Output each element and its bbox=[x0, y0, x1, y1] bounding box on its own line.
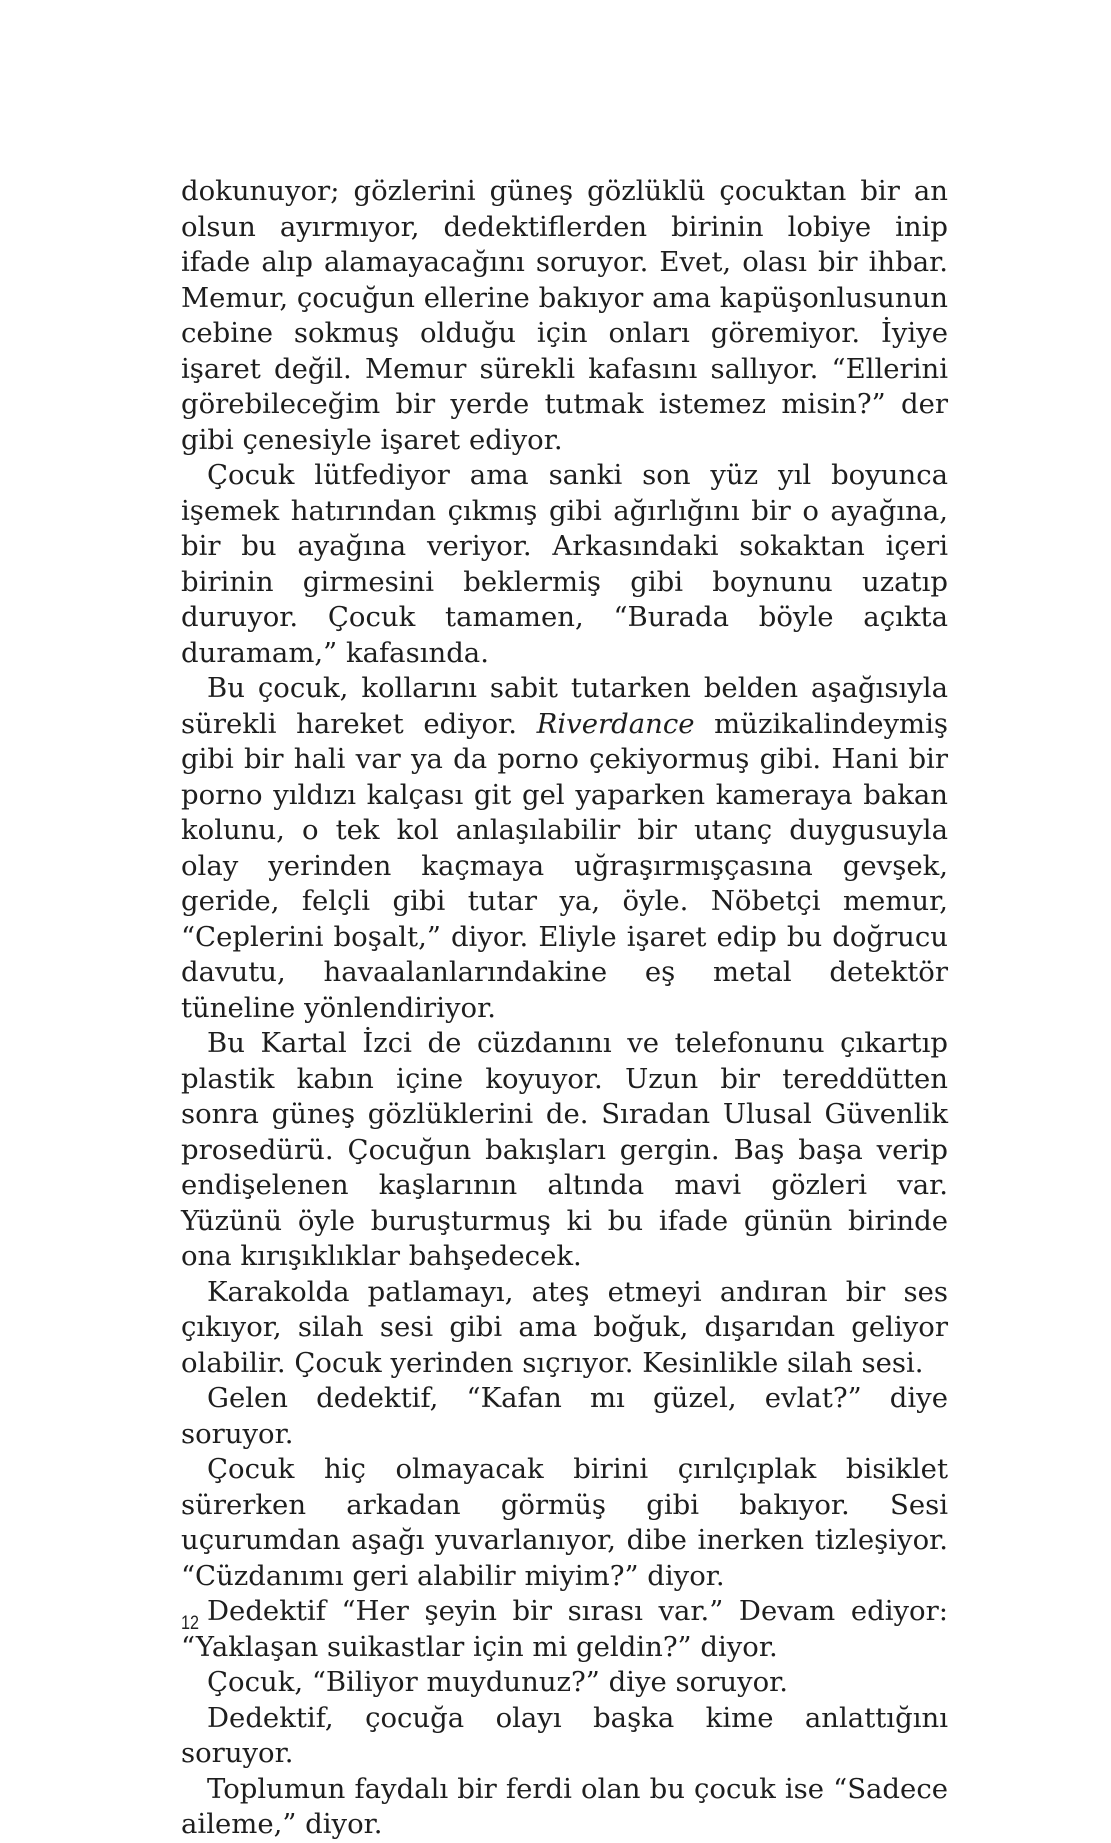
paragraph: Çocuk lütfediyor ama sanki son yüz yıl boyunca işemek hatırından çıkmış gibi ağırlığını bir o ayağına, bir bu ayağına veriyor. Arkasındaki sokaktan içeri birinin girmesini beklermiş gibi boynunu uzatıp duruyor. Çocuk tamamen, “Burada böyle açıkta duramam,” kafasında. bbox=[181, 459, 948, 669]
body-text bbox=[181, 174, 948, 1843]
italic-title: Riverdance bbox=[536, 707, 695, 740]
paragraph: Toplumun faydalı bir ferdi olan bu çocuk ise “Sadece aileme,” diyor. bbox=[181, 1772, 948, 1840]
page-number: 12 bbox=[181, 1613, 199, 1634]
paragraph: Karakolda patlamayı, ateş etmeyi andıran bir ses çıkıyor, silah sesi gibi ama boğuk, dışarıdan geliyor olabilir. Çocuk yerinden sıçrıyor. Kesinlikle silah sesi. bbox=[181, 1275, 948, 1379]
paragraph: Bu Kartal İzci de cüzdanını ve telefonunu çıkartıp plastik kabın içine koyuyor. Uzun bir tereddütten sonra güneş gözlüklerini de. Sıradan Ulusal Güvenlik prosedürü. Çocuğun bakışları gergin. Baş başa verip endişelenen kaşlarının altında mavi gözleri var. Yüzünü öyle buruşturmuş ki bu ifade günün birinde ona kırışıklıklar bahşedecek. bbox=[181, 1027, 948, 1272]
paragraph: dokunuyor; gözlerini güneş gözlüklü çocuktan bir an olsun ayırmıyor, dedektiflerden birinin lobiye inip ifade alıp alamayacağını soruyor. Evet, olası bir ihbar. Memur, çocuğun ellerine bakıyor ama kapüşonlusunun cebine sokmuş olduğu için onları göremiyor. İyiye işaret değil. Memur sürekli kafasını sallıyor. “Ellerini görebileceğim bir yerde tutmak istemez misin?” der gibi çenesiyle işaret ediyor. bbox=[181, 175, 948, 456]
paragraph: Dedektif, çocuğa olayı başka kime anlattığını soruyor. bbox=[181, 1701, 948, 1769]
paragraph: Dedektif “Her şeyin bir sırası var.” Devam ediyor: “Yaklaşan suikastlar için mi geldin?” diyor. bbox=[181, 1595, 948, 1663]
paragraph: Gelen dedektif, “Kafan mı güzel, evlat?” diye soruyor. bbox=[181, 1382, 948, 1450]
paragraph-text: müzikalindeymiş gibi bir hali var ya da porno çekiyormuş gibi. Hani bir porno yıldızı kalçası git gel yaparken kameraya bakan kolunu, o tek kol anlaşılabilir bir utanç duygusuyla olay yerinden kaçmaya uğraşırmışçasına gevşek, geride, felçli gibi tutar ya, öyle. Nöbetçi memur, “Ceplerini boşalt,” diyor. Eliyle işaret edip bu doğrucu davutu, havaalanlarındakine eş metal detektör tüneline yönlendiriyor. bbox=[181, 707, 948, 1024]
paragraph bbox=[181, 671, 948, 1026]
paragraph: Çocuk hiç olmayacak birini çırılçıplak bisiklet sürerken arkadan görmüş gibi bakıyor. Sesi uçurumdan aşağı yuvarlanıyor, dibe inerken tizleşiyor. “Cüzdanımı geri alabilir miyim?” diyor. bbox=[181, 1453, 948, 1592]
paragraph: Çocuk, “Biliyor muydunuz?” diye soruyor. bbox=[207, 1666, 789, 1698]
paragraph-text: Bu çocuk, kollarını sabit tutarken belden aşağısıyla sürekli hareket ediyor. bbox=[181, 672, 948, 740]
